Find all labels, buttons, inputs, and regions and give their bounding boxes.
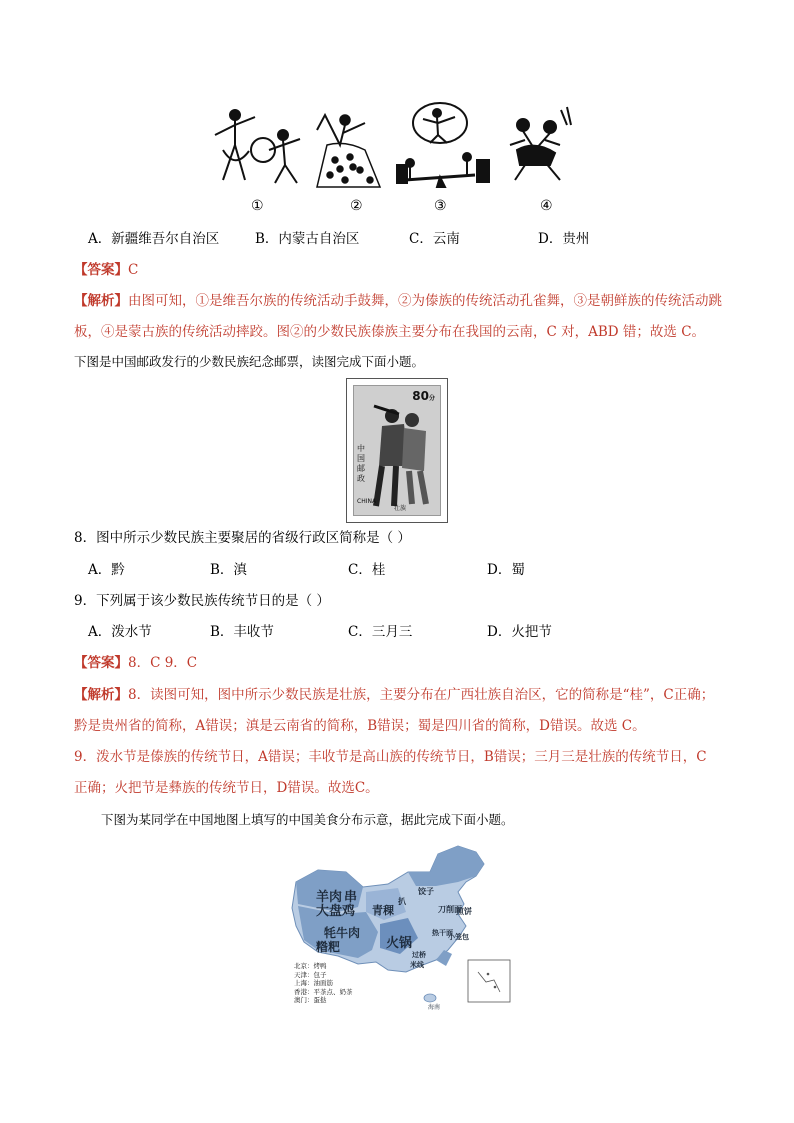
q8-option-d: D．蜀 [487,562,525,578]
map-label-yak: 牦牛肉 [324,926,361,940]
figure-2-peacock-dance [317,115,380,187]
stamp-figures [354,386,440,515]
analysis-text: 8．读图可知，图中所示少数民族是壮族，主要分布在广西壮族自治区，它的简称是“桂”，C正确； [128,687,715,703]
q7-option-d: D．贵州 [538,231,590,247]
stamp-postal-text: 中国邮政 [357,444,365,483]
q8-option-c: C．桂 [348,562,386,578]
q7-option-c: C．云南 [409,231,460,247]
stamp-value [412,389,435,403]
analysis-tag: 【解析】 [74,687,128,703]
q7-analysis-line1 [74,291,722,311]
legend-item: 香港：平茶点、奶茶 [294,987,353,996]
analysis-tag: 【解析】 [74,293,128,309]
legend-item: 天津：包子 [294,970,327,979]
figure-number-4: ④ [540,198,553,214]
q89-analysis-line1 [74,685,714,705]
q7-analysis-line2: 板，④是蒙古族的传统活动摔跤。图②的少数民族傣族主要分布在我国的云南，C 对，ABD 错；故选 C。 [74,324,706,340]
q89-answer [74,653,197,673]
answer-value: C [128,262,139,278]
q8-option-b: B．滇 [210,562,247,578]
map-label-xiaolongbao: 小笼包 [448,933,469,941]
stamp-china: CHINA [357,498,377,505]
stamp-value-number: 80 [412,389,429,403]
map-label-jiaozi: 饺子 [418,887,434,896]
q7-option-a: A．新疆维吾尔自治区 [88,231,220,247]
map-label-qingke: 青稞 [372,904,394,917]
legend-item: 北京：烤鸭 [294,962,327,970]
map-label-ba: 扒 [398,897,406,906]
figure-4-wrestling [510,107,571,180]
zhuang-stamp [346,378,448,523]
china-food-map [288,842,518,1012]
figure-number-2: ② [350,198,363,214]
q9-option-d: D．火把节 [487,624,552,640]
map-label-jianbing: 煎饼 [456,907,472,916]
legend-item: 澳门：蛋挞 [294,996,327,1004]
figure-number-1: ① [251,198,264,214]
q9-option-c: C．三月三 [348,624,413,640]
map-label-dapanji: 大盘鸡 [316,904,356,919]
answer-tag: 【答案】 [74,262,128,278]
q9-stem: 9．下列属于该少数民族传统节日的是（ ） [74,593,330,609]
map-label-hotpot: 火锅 [386,936,413,951]
ethnic-activities-figure [205,95,575,200]
stamp-ethnic: 壮族 [394,505,407,512]
figure-1-drum-dance [215,110,300,183]
map-label-zanba: 糌粑 [316,940,341,954]
answer-tag: 【答案】 [74,655,128,671]
figure-3-seesaw-jump [397,103,489,187]
map-label-chuan: 串 [344,890,358,905]
stamp-inner [353,385,441,516]
q7-answer [74,260,138,280]
analysis-text: 由图可知，①是维吾尔族的传统活动手鼓舞，②为傣族的传统活动孔雀舞，③是朝鲜族的传统活动跳 [128,293,722,309]
map-legend [294,962,353,1005]
map-intro: 下图为某同学在中国地图上填写的中国美食分布示意，据此完成下面小题。 [101,812,514,827]
q89-analysis-line2: 黔是贵州省的简称，A错误；滇是云南省的简称，B错误；蜀是四川省的简称，D错误。故选 C。 [74,718,646,734]
stamp-value-unit: 分 [428,395,435,402]
legend-item: 上海：油面筋 [294,979,333,987]
q7-option-b: B．内蒙古自治区 [255,231,360,247]
map-label-daoxiaomian: 刀削面 [438,905,462,914]
map-label-hainan: 海南 [428,1004,441,1011]
q9-option-b: B．丰收节 [210,624,274,640]
stamp-intro: 下图是中国邮政发行的少数民族纪念邮票，读图完成下面小题。 [74,354,425,369]
map-label-reganmian: 热干面 [432,929,453,937]
answer-value: 8．C 9．C [128,655,198,671]
q89-analysis-line4: 正确；火把节是彝族的传统节日，D错误。故选C。 [74,780,379,796]
figure-number-3: ③ [434,198,447,214]
q89-analysis-line3: 9．泼水节是傣族的传统节日，A错误；丰收节是高山族的传统节日，B错误；三月三是壮族的传统节日，C [74,749,707,765]
map-label-lamb: 羊肉 [316,890,343,905]
map-label-guoqiao: 过桥 [412,951,426,959]
q8-stem: 8．图中所示少数民族主要聚居的省级行政区简称是（ ） [74,530,411,546]
q9-option-a: A．泼水节 [88,624,152,640]
q8-option-a: A．黔 [88,562,125,578]
map-label-mixian: 米线 [410,961,424,969]
